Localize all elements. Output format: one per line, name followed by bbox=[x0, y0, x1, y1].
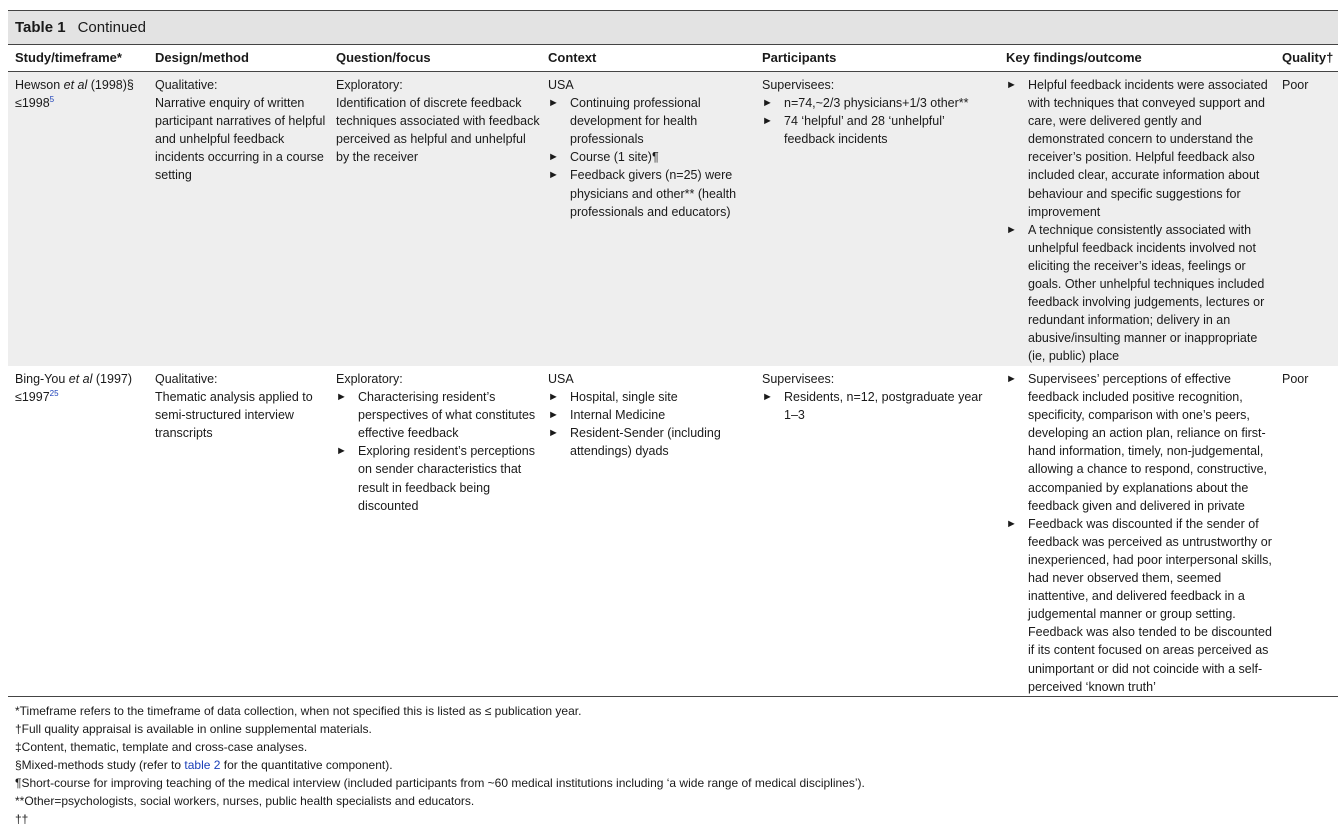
bullet-arrow-icon: ► bbox=[548, 427, 559, 440]
list-item: ► Helpful feedback incidents were associated with techniques that conveyed support and care, were delivered gently and demonstrated concern to understand the receiver’s position. Helpful feedback also included clear, accurate information about behaviour and specific suggestions for improvement bbox=[1006, 78, 1268, 219]
list-item: ► n=74,~2/3 physicians+1/3 other** bbox=[762, 94, 998, 112]
question-cell bbox=[336, 72, 541, 166]
bullet-arrow-icon: ► bbox=[548, 97, 559, 110]
list-item: ► Residents, n=12, postgraduate year 1–3 bbox=[762, 390, 983, 423]
list-item: ► Resident-Sender (including attendings) dyads bbox=[548, 426, 721, 459]
question-type: Exploratory: bbox=[336, 372, 403, 386]
study-author: Bing-You bbox=[15, 372, 66, 386]
bullet-arrow-icon: ► bbox=[336, 391, 347, 404]
footnote: †Full quality appraisal is available in online supplemental materials. bbox=[15, 722, 372, 736]
participants-cell bbox=[762, 366, 998, 424]
study-year: (1997) bbox=[92, 372, 133, 386]
list-item: ► Hospital, single site bbox=[548, 388, 753, 406]
reference-link[interactable]: 25 bbox=[49, 388, 59, 398]
bullet-arrow-icon: ► bbox=[762, 97, 773, 110]
col-header-design: Design/method bbox=[155, 50, 249, 65]
participants-label: Supervisees: bbox=[762, 372, 835, 386]
list-item: ► Continuing professional development for health professionals bbox=[548, 96, 701, 147]
question-type: Exploratory: bbox=[336, 78, 403, 92]
findings-cell bbox=[1006, 366, 1274, 696]
footnote: *Timeframe refers to the timeframe of data collection, when not specified this is listed as ≤ publication year. bbox=[15, 704, 582, 718]
design-cell bbox=[155, 72, 330, 185]
context-cell bbox=[548, 72, 753, 221]
context-country: USA bbox=[548, 372, 574, 386]
study-etal: et al bbox=[63, 78, 88, 92]
study-timeframe: ≤1998 bbox=[15, 96, 50, 111]
col-header-quality: Quality† bbox=[1282, 50, 1334, 65]
bullet-arrow-icon: ► bbox=[762, 391, 773, 404]
list-item: ► Supervisees’ perceptions of effective feedback included positive recognition, specificity, comparison with one’s peers, developing an action plan, reliance on first-hand information, timely, non-judgemental, allowing a chance to respond, constructive, accompanied by explanations about the feedback given and delivered in private bbox=[1006, 372, 1268, 513]
reference-link[interactable]: 5 bbox=[49, 94, 55, 104]
bullet-arrow-icon: ► bbox=[1006, 373, 1017, 385]
design-cell bbox=[155, 366, 330, 442]
bullet-arrow-icon: ► bbox=[1006, 517, 1017, 530]
bullet-arrow-icon: ► bbox=[1006, 223, 1017, 236]
quality-cell: Poor bbox=[1282, 372, 1309, 386]
table-header-row bbox=[8, 44, 1338, 72]
table-number: Table 1 bbox=[15, 19, 66, 36]
context-country: USA bbox=[548, 78, 574, 92]
list-item: ► A technique consistently associated with unhelpful feedback incidents involved not eliciting the receiver’s ideas, feelings or goals. Other unhelpful techniques included feedback involving judgements, lectures or redundant information; delivery in an abusive/insulting manner or inappropriate (ie, public) place bbox=[1006, 222, 1265, 364]
list-item: ► Feedback givers (n=25) were physicians and other** (health professionals and educators) bbox=[548, 168, 737, 219]
design-text: Narrative enquiry of written participant narratives of helpful and unhelpful feedback incidents occurring in a course setting bbox=[155, 96, 326, 183]
footnote: ¶Short-course for improving teaching of the medical interview (included participants from ~60 medical institutions including ‘a wide range of medical disciplines’). bbox=[15, 776, 865, 790]
table-caption bbox=[8, 10, 1338, 44]
context-cell bbox=[548, 366, 753, 460]
list-item: ► Course (1 site)¶ bbox=[548, 148, 753, 166]
bullet-arrow-icon: ► bbox=[548, 409, 559, 422]
findings-cell bbox=[1006, 72, 1274, 366]
design-type: Qualitative: bbox=[155, 78, 218, 92]
table-footnotes bbox=[15, 702, 1335, 828]
col-header-study: Study/timeframe* bbox=[15, 50, 122, 65]
table-row bbox=[8, 72, 1338, 366]
bullet-arrow-icon: ► bbox=[548, 169, 559, 182]
footnote: ‡Content, thematic, template and cross-case analyses. bbox=[15, 740, 308, 754]
bullet-arrow-icon: ► bbox=[548, 391, 559, 404]
col-header-context: Context bbox=[548, 50, 597, 65]
question-cell bbox=[336, 366, 541, 515]
design-text: Thematic analysis applied to semi-structured interview transcripts bbox=[155, 390, 313, 441]
bullet-arrow-icon: ► bbox=[1006, 79, 1017, 91]
quality-cell: Poor bbox=[1282, 78, 1309, 92]
study-etal: et al bbox=[68, 372, 93, 386]
participants-label: Supervisees: bbox=[762, 78, 835, 92]
study-year: (1998)§ bbox=[87, 78, 134, 92]
col-header-findings: Key findings/outcome bbox=[1006, 50, 1142, 65]
study-author: Hewson bbox=[15, 78, 61, 92]
footnote: §Mixed-methods study (refer to table 2 for the quantitative component). bbox=[15, 758, 393, 772]
list-item: ► Internal Medicine bbox=[548, 406, 753, 424]
table-page bbox=[8, 0, 1338, 826]
bullet-arrow-icon: ► bbox=[336, 445, 347, 458]
bullet-arrow-icon: ► bbox=[548, 151, 559, 164]
table-caption-label: Continued bbox=[77, 19, 146, 36]
list-item: ► Feedback was discounted if the sender of feedback was perceived as untrustworthy or inexperienced, had poor interpersonal skills, had never observed them, seemed inattentive, and delivered feedback in a judgemental manner or group setting. Feedback was also tended to be discounted if its content focused on areas perceived as unimportant or did not coincide with a self-perceived ‘known truth’ bbox=[1006, 516, 1272, 694]
table-2-link[interactable]: table 2 bbox=[184, 758, 221, 772]
footnote: **Other=psychologists, social workers, nurses, public health specialists and educators. bbox=[15, 794, 475, 808]
list-item: ► Exploring resident’s perceptions on sender characteristics that result in feedback being discounted bbox=[336, 444, 535, 513]
study-cell bbox=[15, 72, 150, 112]
question-text: Identification of discrete feedback techniques associated with feedback perceived as helpful and unhelpful by the receiver bbox=[336, 96, 540, 165]
list-item: ► 74 ‘helpful’ and 28 ‘unhelpful’ feedback incidents bbox=[762, 114, 945, 147]
footnote: †† bbox=[15, 812, 29, 826]
bullet-arrow-icon: ► bbox=[762, 115, 773, 128]
list-item: ► Characterising resident’s perspectives of what constitutes effective feedback bbox=[336, 390, 536, 441]
study-cell bbox=[15, 366, 150, 406]
participants-cell bbox=[762, 72, 998, 148]
study-timeframe: ≤1997 bbox=[15, 390, 50, 405]
table-row bbox=[8, 366, 1338, 697]
col-header-question: Question/focus bbox=[336, 50, 431, 65]
design-type: Qualitative: bbox=[155, 372, 218, 386]
col-header-participants: Participants bbox=[762, 50, 837, 65]
